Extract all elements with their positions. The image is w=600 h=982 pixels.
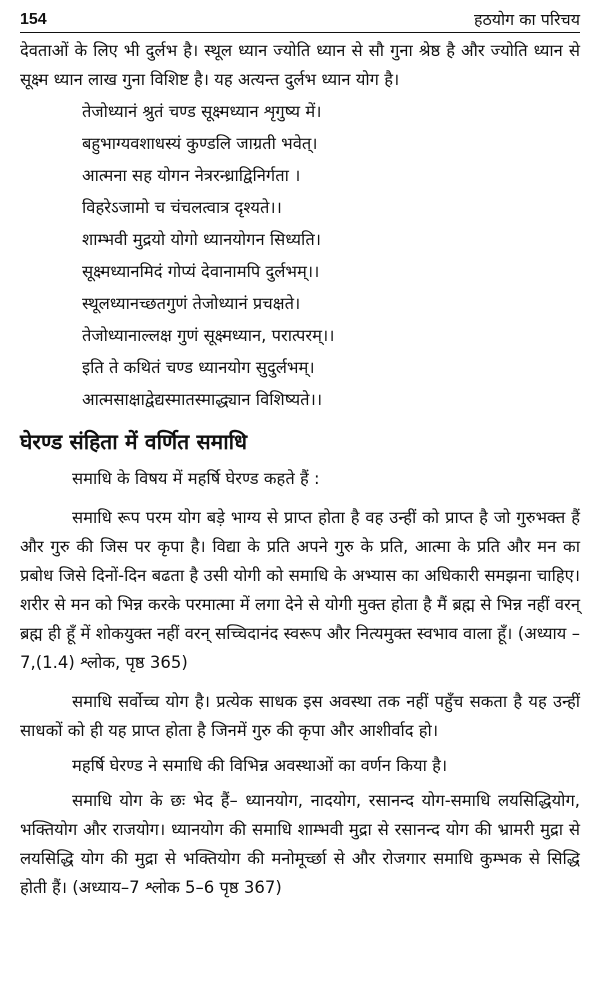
verse-line: आत्मसाक्षाद्वेद्यस्मातस्माद्ध्यान विशिष्यते।। <box>82 390 323 409</box>
verse-line: सूक्ष्मध्यानमिदं गोप्यं देवानामपि दुर्लभम्।। <box>82 262 320 281</box>
running-title: हठयोग का परिचय <box>473 10 580 29</box>
paragraph-samadhi-definition: समाधि रूप परम योग बड़े भाग्य से प्राप्त होता है वह उन्हीं को प्राप्त है जो गुरुभक्त हैं और गुरु की जिस पर कृपा है। विद्या के प्रति अपने गुरु के प्रति, आत्मा के प्रति और मन का प्रबोध जिसे दिनों-दिन बढता है उसी योगी को समाधि के अभ्यास का अधिकारी समझना चाहिए। शरीर से मन को भिन्न करके परमात्मा में लगा देने से योगी मुक्त होता है मैं ब्रह्म से भिन्न नहीं वरन् ब्रह्म ही हूँ में शोकयुक्त नहीं वरन् सच्चिदानंद स्वरूप और नित्यमुक्त स्वभाव वाला हूँ। (अध्याय –7,(1.4) श्लोक, पृष्ठ 365) <box>20 508 580 672</box>
section-heading: घेरण्ड संहिता में वर्णित समाधि <box>20 430 248 454</box>
page-number: 154 <box>20 11 47 28</box>
paragraph-intro-gheranda: समाधि के विषय में महर्षि घेरण्ड कहते हैं : <box>72 469 320 488</box>
verse-line: शाम्भवी मुद्रयो योगो ध्यानयोगन सिध्यति। <box>82 230 321 249</box>
verse-line: तेजोध्यानं श्रुतं चण्ड सूक्ष्मध्यान शृगुष्य में। <box>82 102 322 121</box>
sanskrit-verses <box>20 96 580 416</box>
verse-line: तेजोध्यानाल्लक्ष गुणं सूक्ष्मध्यान, परात्परम्।। <box>82 326 335 345</box>
paragraph-samadhi-supreme: समाधि सर्वोच्च योग है। प्रत्येक साधक इस अवस्था तक नहीं पहुँच सकता है यह उन्हीं साधकों को ही यह प्राप्त होता है जिनमें गुरु की कृपा और आशीर्वाद हो। <box>20 692 580 740</box>
verse-line: इति ते कथितं चण्ड ध्यानयोग सुदुर्लभम्। <box>82 358 315 377</box>
verse-line: स्थूलध्यानच्छतगुणं तेजोध्यानं प्रचक्षते। <box>82 294 301 313</box>
page-header <box>20 10 580 33</box>
paragraph-six-types: समाधि योग के छः भेद हैं– ध्यानयोग, नादयोग, रसानन्द योग-समाधि लयसिद्धियोग, भक्तियोग और राजयोग। ध्यानयोग की समाधि शाम्भवी मुद्रा से रसानन्द योग की भ्रामरी मुद्रा से लयसिद्धि योग की मुद्रा से भक्तियोग की मनोमूर्च्छा से और रोजगार समाधि कुम्भक से सिद्धि होती हैं। (अध्याय–7 श्लोक 5–6 पृष्ठ 367) <box>20 791 580 897</box>
paragraph-stages: महर्षि घेरण्ड ने समाधि की विभिन्न अवस्थाओं का वर्णन किया है। <box>72 756 448 775</box>
verse-line: विहरेऽजामो च चंचलत्वात्र दृश्यते।। <box>82 198 282 217</box>
intro-paragraph: देवताओं के लिए भी दुर्लभ है। स्थूल ध्यान ज्योति ध्यान से सौ गुना श्रेष्ठ है और ज्योति ध्यान से सूक्ष्म ध्यान लाख गुना विशिष्ट है। यह अत्यन्त दुर्लभ ध्यान योग है। <box>20 41 580 89</box>
verse-line: आत्मना सह योगन नेत्ररन्ध्राद्विनिर्गता । <box>82 166 301 185</box>
verse-line: बहुभाग्यवशाधस्यं कुण्डलि जाग्रती भवेत्। <box>82 134 318 153</box>
